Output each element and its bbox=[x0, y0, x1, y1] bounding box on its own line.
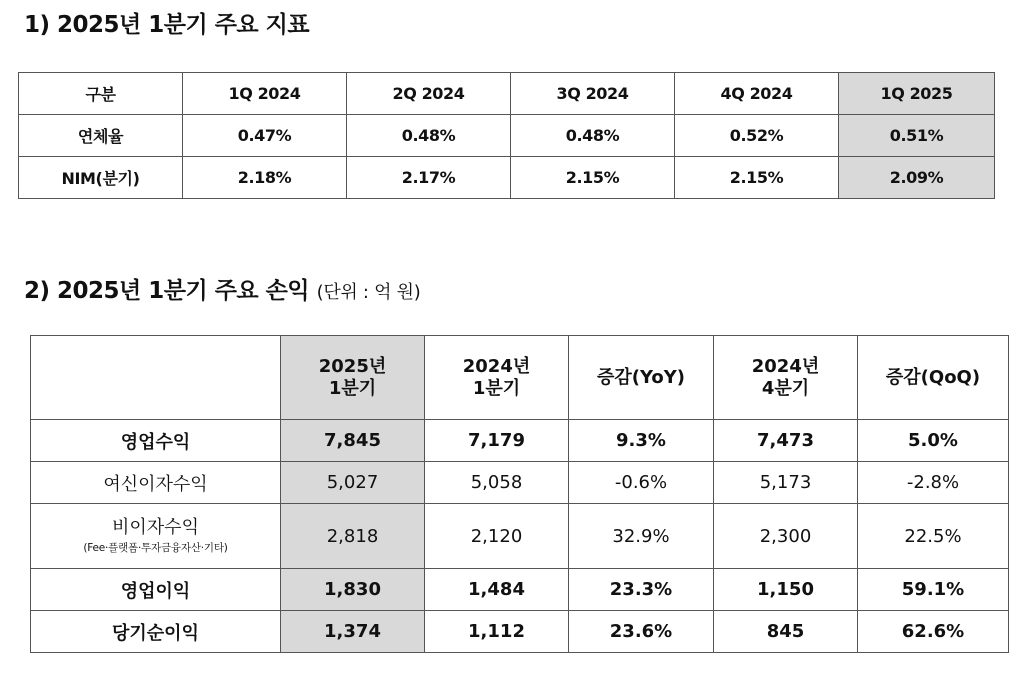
table-row bbox=[31, 462, 1009, 504]
value-cell-highlight: 1,374 bbox=[281, 611, 425, 653]
value-cell-highlight: 2,818 bbox=[281, 504, 425, 569]
value-cell: 0.47% bbox=[183, 115, 347, 157]
row-label bbox=[31, 504, 281, 569]
value-cell: 1,484 bbox=[425, 569, 569, 611]
table-header-row bbox=[19, 73, 995, 115]
unit-label: (단위 : 억 원) bbox=[316, 282, 421, 303]
header-cell: 1Q 2024 bbox=[183, 73, 347, 115]
row-label: 영업이익 bbox=[31, 569, 281, 611]
row-label-text: 비이자수익 bbox=[112, 517, 199, 538]
row-label: 여신이자수익 bbox=[31, 462, 281, 504]
value-cell: 5,058 bbox=[425, 462, 569, 504]
value-cell: 2.18% bbox=[183, 157, 347, 199]
header-cell bbox=[714, 336, 858, 420]
header-line: 2024년 bbox=[751, 355, 820, 377]
value-cell: 0.48% bbox=[347, 115, 511, 157]
value-cell: 0.48% bbox=[511, 115, 675, 157]
value-cell: -2.8% bbox=[858, 462, 1009, 504]
header-cell-highlight: 1Q 2025 bbox=[839, 73, 995, 115]
value-cell: 32.9% bbox=[569, 504, 714, 569]
section2-title bbox=[24, 272, 420, 305]
value-cell: 59.1% bbox=[858, 569, 1009, 611]
key-income-table bbox=[30, 335, 1009, 653]
value-cell: 7,179 bbox=[425, 420, 569, 462]
value-cell: 2.15% bbox=[511, 157, 675, 199]
value-cell: 23.6% bbox=[569, 611, 714, 653]
value-cell-highlight: 7,845 bbox=[281, 420, 425, 462]
value-cell-highlight: 1,830 bbox=[281, 569, 425, 611]
value-cell: 2,300 bbox=[714, 504, 858, 569]
table-row bbox=[19, 115, 995, 157]
table-header-row bbox=[31, 336, 1009, 420]
value-cell: 2.17% bbox=[347, 157, 511, 199]
table-row bbox=[31, 420, 1009, 462]
header-line: 4분기 bbox=[761, 377, 810, 399]
table-row bbox=[31, 504, 1009, 569]
header-cell bbox=[569, 336, 714, 420]
value-cell: 1,150 bbox=[714, 569, 858, 611]
header-cell-highlight bbox=[281, 336, 425, 420]
value-cell: 2.15% bbox=[675, 157, 839, 199]
table-row bbox=[31, 611, 1009, 653]
value-cell-highlight: 5,027 bbox=[281, 462, 425, 504]
header-line: 1분기 bbox=[328, 377, 377, 399]
header-cell: 2Q 2024 bbox=[347, 73, 511, 115]
header-line: 1분기 bbox=[472, 377, 521, 399]
key-indicators-table bbox=[18, 72, 995, 199]
section2-title-text: 2) 2025년 1분기 주요 손익 bbox=[24, 278, 310, 304]
row-label: 당기순이익 bbox=[31, 611, 281, 653]
value-cell-highlight: 2.09% bbox=[839, 157, 995, 199]
value-cell: 5.0% bbox=[858, 420, 1009, 462]
section1-title: 1) 2025년 1분기 주요 지표 bbox=[24, 12, 310, 38]
row-label: 연체율 bbox=[19, 115, 183, 157]
header-line: 2025년 bbox=[318, 355, 387, 377]
row-label: 영업수익 bbox=[31, 420, 281, 462]
row-label: NIM(분기) bbox=[19, 157, 183, 199]
header-cell: 4Q 2024 bbox=[675, 73, 839, 115]
header-blank bbox=[31, 336, 281, 420]
header-cell bbox=[425, 336, 569, 420]
header-cell: 구분 bbox=[19, 73, 183, 115]
value-cell: 62.6% bbox=[858, 611, 1009, 653]
header-line: 2024년 bbox=[462, 355, 531, 377]
value-cell: -0.6% bbox=[569, 462, 714, 504]
table-row bbox=[19, 157, 995, 199]
value-cell: 2,120 bbox=[425, 504, 569, 569]
value-cell: 9.3% bbox=[569, 420, 714, 462]
value-cell: 845 bbox=[714, 611, 858, 653]
value-cell: 22.5% bbox=[858, 504, 1009, 569]
value-cell: 1,112 bbox=[425, 611, 569, 653]
value-cell-highlight: 0.51% bbox=[839, 115, 995, 157]
row-label-sub: (Fee·플랫폼·투자금융자산·기타) bbox=[83, 542, 228, 554]
table-row bbox=[31, 569, 1009, 611]
value-cell: 23.3% bbox=[569, 569, 714, 611]
value-cell: 7,473 bbox=[714, 420, 858, 462]
header-cell bbox=[858, 336, 1009, 420]
header-line: 증감(YoY) bbox=[596, 366, 685, 388]
value-cell: 5,173 bbox=[714, 462, 858, 504]
value-cell: 0.52% bbox=[675, 115, 839, 157]
header-cell: 3Q 2024 bbox=[511, 73, 675, 115]
header-line: 증감(QoQ) bbox=[885, 366, 981, 388]
